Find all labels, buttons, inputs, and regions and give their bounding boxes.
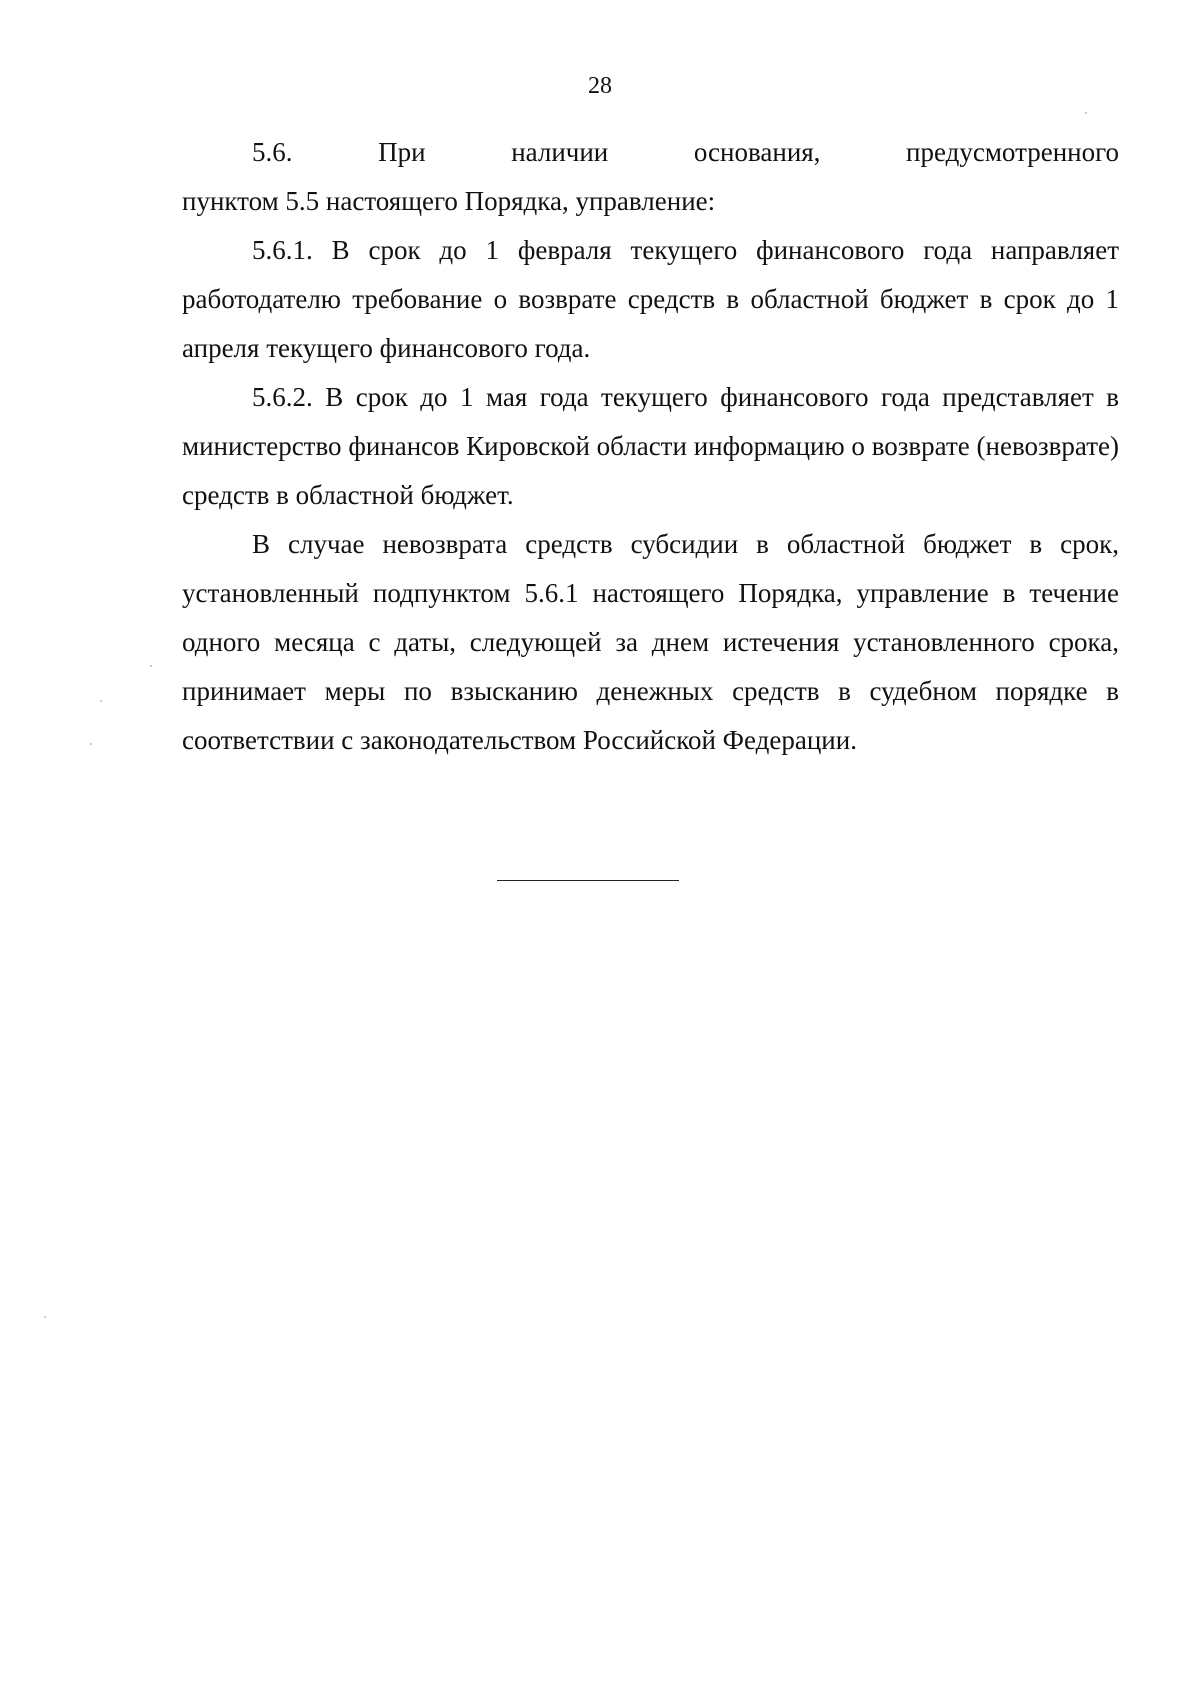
- page-number: 28: [588, 73, 612, 99]
- scan-speck: [1085, 112, 1087, 114]
- scan-speck: [100, 700, 102, 702]
- paragraph-5-6-1: 5.6.1. В срок до 1 февраля текущего финансового года направляет работодателю требование о возврате средств в областной бюджет в срок до 1 апреля текущего финансового года.: [182, 235, 1119, 363]
- document-body: [182, 128, 1119, 765]
- end-separator-line: [497, 880, 679, 881]
- scan-speck: [150, 665, 152, 667]
- scan-speck: [44, 1316, 46, 1318]
- paragraph-5-6-line-2: пунктом 5.5 настоящего Порядка, управление:: [182, 186, 716, 216]
- paragraph-nonreturn: В случае невозврата средств субсидии в областной бюджет в срок, установленный подпунктом 5.6.1 настоящего Порядка, управление в течение одного месяца с даты, следующей за днем истечения установленного срока, принимает меры по взысканию денежных средств в судебном порядке в соответствии с законодательством Российской Федерации.: [182, 529, 1119, 755]
- paragraph-5-6-2: 5.6.2. В срок до 1 мая года текущего финансового года представляет в министерство финансов Кировской области информацию о возврате (невозврате) средств в областной бюджет.: [182, 382, 1119, 510]
- scan-speck: [90, 743, 92, 745]
- paragraph-5-6-line-1: 5.6. При наличии основания, предусмотренного: [252, 137, 1119, 167]
